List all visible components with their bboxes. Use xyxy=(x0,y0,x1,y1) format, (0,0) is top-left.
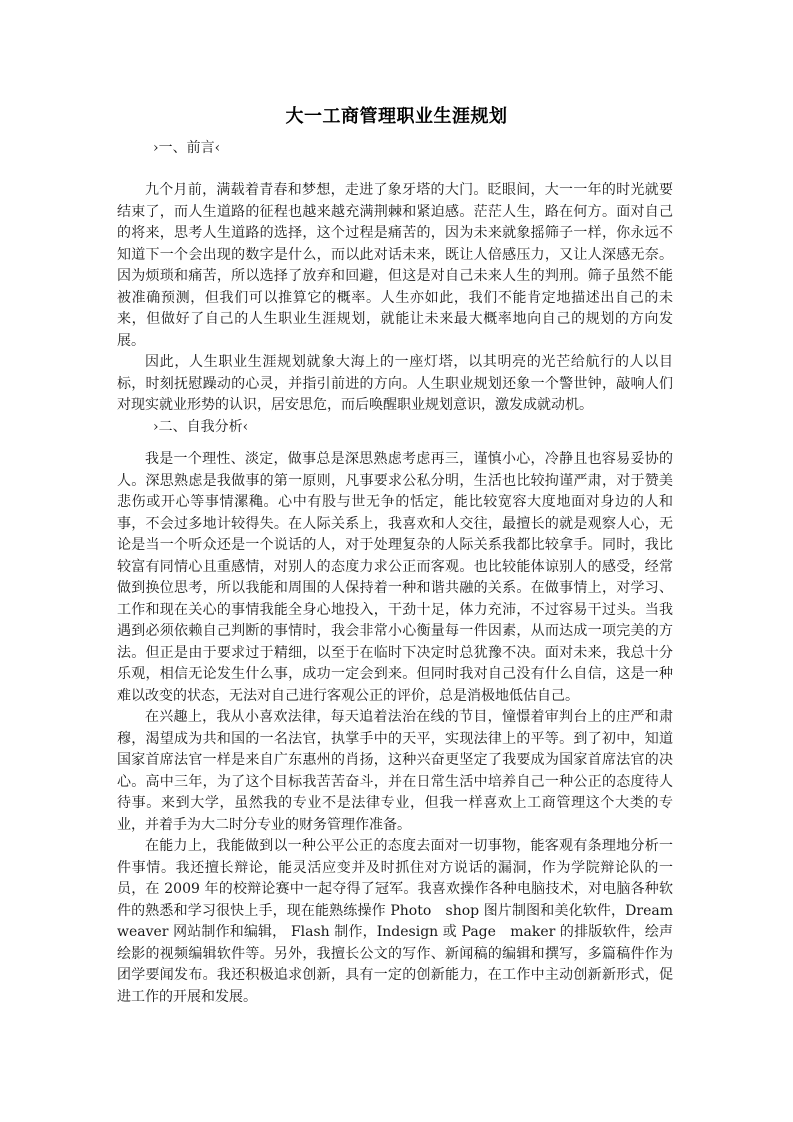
section-heading-self-analysis: ›二、自我分析‹ xyxy=(153,418,249,435)
paragraph: 在能力上，我能做到以一种公平公正的态度去面对一切事物，能客观有条理地分析一件事情。我还擅长辩论，能灵活应变并及时抓住对方说话的漏洞，作为学院辩论队的一员，在 2009 年的校辩论赛中一起夺得了冠军。我喜欢操作各种电脑技术，对电脑各种软件的熟悉和学习很快上手，现在能熟练操作 Photo shop 图片制图和美化软件，Dream weaver 网站制作和编辑， Flash 制作，Indesign 或 Page maker 的排版软件，绘声绘影的视频编辑软件等。另外，我擅长公文的写作、新闻稿的编辑和撰写，多篇稿件作为团学要闻发布。我还积极追求创新，具有一定的创新能力，在工作中主动创新新形式，促进工作的开展和发展。 xyxy=(117,838,673,1005)
section-1-body xyxy=(117,180,673,438)
paragraph: 九个月前，满载着青春和梦想，走进了象牙塔的大门。眨眼间，大一一年的时光就要结束了，而人生道路的征程也越来越充满荆棘和紧迫感。茫茫人生，路在何方。面对自己的将来，思考人生道路的选择，这个过程是痛苦的，因为未来就象摇筛子一样，你永远不知道下一个会出现的数字是什么，而以此对话未来，既让人倍感压力，又让人深感无奈。因为烦琐和痛苦，所以选择了放弃和回避，但这是对自己未来人生的判刑。筛子虽然不能被准确预测，但我们可以推算它的概率。人生亦如此，我们不能肯定地描述出自己的未来，但做好了自己的人生职业生涯规划，就能让未来最大概率地向自己的规划的方向发展。 xyxy=(117,182,673,349)
paragraph: 在兴趣上，我从小喜欢法律，每天追着法治在线的节目，憧憬着审判台上的庄严和肃穆，渴望成为共和国的一名法官，执掌手中的天平，实现法律上的平等。到了初中，知道国家首席法官一样是来自广东惠州的肖扬，这种兴奋更坚定了我要成为国家首席法官的决心。高中三年，为了这个目标我苦苦奋斗，并在日常生活中培养自己一种公正的态度待人待事。来到大学，虽然我的专业不是法律专业，但我一样喜欢上工商管理这个大类的专业，并着手为大二时分专业的财务管理作准备。 xyxy=(117,709,673,833)
section-heading-preface: ›一、前言‹ xyxy=(153,140,221,156)
section-1 xyxy=(117,138,673,160)
paragraph: 因此，人生职业生涯规划就象大海上的一座灯塔，以其明亮的光芒给航行的人以目标，时刻抚慰躁动的心灵，并指引前进的方向。人生职业规划还象一个警世钟，敲响人们对现实就业形势的认识，居安思危，而后唤醒职业规划意识，激发成就动机。 xyxy=(117,354,673,413)
document-title: 大一工商管理职业生涯规划 xyxy=(285,106,508,127)
section-2-body xyxy=(117,449,673,1008)
paragraph: 我是一个理性、淡定，做事总是深思熟虑考虑再三，谨慎小心，冷静且也容易妥协的人。深思熟虑是我做事的第一原则，凡事要求公私分明，生活也比较拘谨严肃，对于赞美悲伤或开心等事情漯穐。心中有股与世无争的恬定，能比较宽容大度地面对身边的人和事，不会过多地计较得失。在人际关系上，我喜欢和人交往，最擅长的就是观察人心，无论是当一个听众还是一个说话的人，对于处理复杂的人际关系我都比较拿手。同时，我比较富有同情心且重感情，对别人的态度力求公正而客观。也比较能体谅别人的感受，经常做到换位思考，所以我能和周围的人保持着一种和谐共融的关系。在做事情上，对学习、工作和现在关心的事情我能全身心地投入，干劲十足，体力充沛，不过容易干过头。当我遇到必须依赖自己判断的事情时，我会非常小心衡量每一件因素，从而达成一项完美的方法。但正是由于要求过于精细，以至于在临时下决定时总犹豫不决。面对未来，我总十分乐观，相信无论发生什么事，成功一定会到来。但同时我对自己没有什么自信，这是一种难以改变的状态，无法对自己进行客观公正的评价，总是消极地低估自己。 xyxy=(117,451,673,704)
